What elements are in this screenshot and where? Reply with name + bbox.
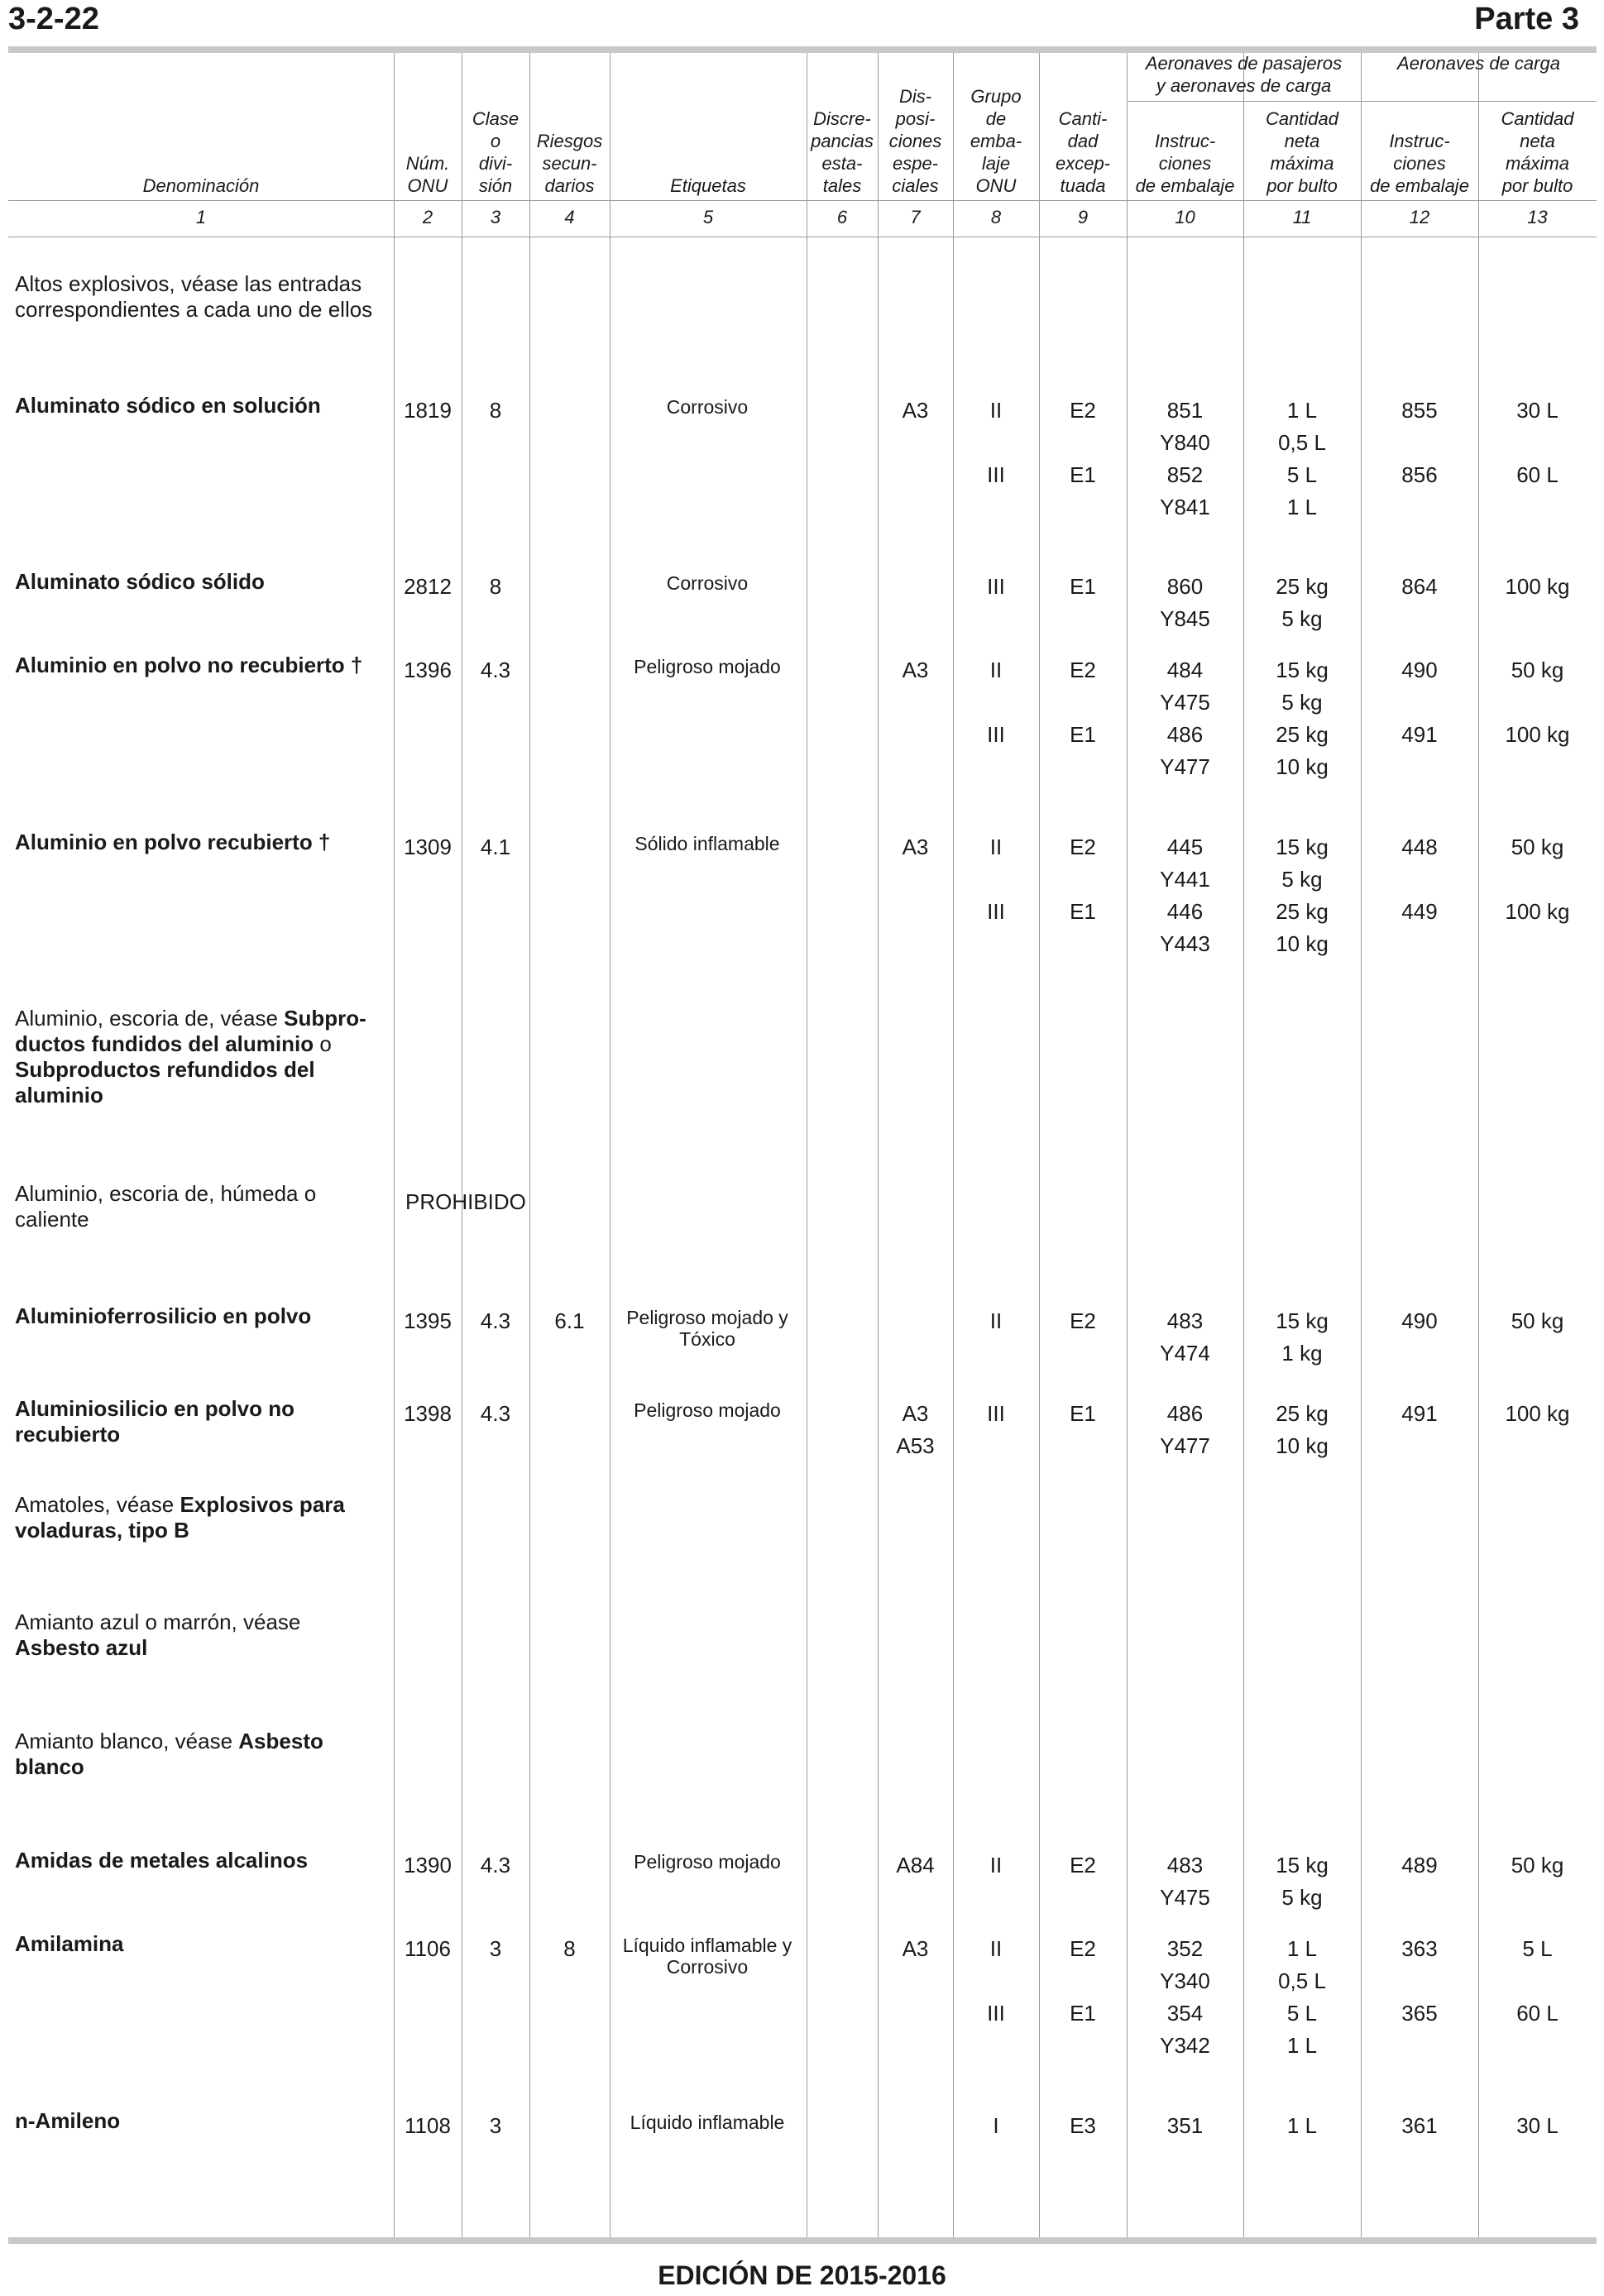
hazard-label: Líquido inflamable y Corrosivo: [622, 1935, 792, 1978]
excepted-quantity: E2: [1070, 835, 1096, 859]
max-quantity-cargo: 50 kg: [1511, 835, 1564, 859]
excepted-quantity: E1: [1070, 462, 1096, 487]
column-header-riesgos: Riesgos secun- darios: [536, 131, 603, 196]
excepted-quantity: E1: [1070, 899, 1096, 924]
class-division: 3: [489, 1936, 502, 1961]
max-quantity-cargo: 5 L: [1522, 1936, 1553, 1961]
max-quantity-passenger: 1 kg: [1281, 1341, 1323, 1366]
name-bold-text: Aluminioferrosilicio en polvo: [15, 1303, 312, 1328]
max-quantity-passenger: 25 kg: [1276, 899, 1329, 924]
max-quantity-passenger: 5 kg: [1281, 867, 1323, 892]
column-number: 2: [422, 207, 433, 227]
packing-instruction-passenger: 483: [1166, 1853, 1204, 1877]
name-bold-text: Aluminato sódico en solución: [15, 393, 321, 418]
class-division: 8: [489, 574, 502, 599]
column-divider: [1361, 53, 1362, 2237]
excepted-quantity: E1: [1070, 574, 1096, 599]
packing-group: III: [987, 2001, 1005, 2026]
un-number: 1108: [405, 2113, 451, 2138]
max-quantity-passenger: 15 kg: [1276, 1308, 1329, 1333]
packing-instruction-passenger: 486: [1166, 722, 1204, 747]
group-header-cargo: Aeronaves de carga: [1397, 53, 1560, 74]
max-quantity-passenger: 0,5 L: [1278, 1968, 1326, 1993]
max-quantity-passenger: 1 L: [1286, 1936, 1318, 1961]
packing-instruction-cargo: 864: [1401, 574, 1438, 599]
excepted-quantity: E3: [1070, 2113, 1096, 2138]
max-quantity-passenger: 15 kg: [1276, 835, 1329, 859]
packing-instruction-passenger: Y340: [1160, 1968, 1210, 1993]
column-header-grupo-embalaje: Grupo de emba- laje ONU: [970, 86, 1022, 196]
secondary-risk: 6.1: [554, 1308, 585, 1333]
name-bold-text: Subpro-ductos fundidos del aluminio: [15, 1006, 366, 1056]
row-name: [15, 1729, 391, 1780]
hazard-label: Corrosivo: [666, 396, 749, 418]
special-provisions: A3: [902, 1936, 929, 1961]
class-division: 8: [489, 398, 502, 423]
row-name: [15, 1848, 391, 1873]
name-bold-text: Aluminiosilicio en polvo no recubierto: [15, 1396, 295, 1447]
name-text: Amatoles, véase: [15, 1492, 180, 1517]
name-bold-text: Asbesto azul: [15, 1635, 148, 1660]
max-quantity-passenger: 5 kg: [1281, 606, 1323, 631]
name-bold-text: n-Amileno: [15, 2108, 121, 2133]
hazard-label: Peligroso mojado: [634, 1851, 781, 1873]
column-divider: [529, 53, 530, 2237]
column-number: 11: [1292, 207, 1312, 227]
packing-group: III: [987, 462, 1005, 487]
class-division: 4.3: [480, 1308, 511, 1333]
column-number: 4: [564, 207, 575, 227]
excepted-quantity: E2: [1070, 1308, 1096, 1333]
packing-instruction-cargo: 855: [1401, 398, 1438, 423]
packing-instruction-passenger: 446: [1166, 899, 1204, 924]
max-quantity-cargo: 60 L: [1516, 2001, 1559, 2026]
column-number: 7: [910, 207, 921, 227]
packing-instruction-passenger: Y443: [1160, 931, 1210, 956]
max-quantity-passenger: 5 kg: [1281, 690, 1323, 715]
row-name: [15, 1492, 391, 1543]
packing-group: III: [987, 1401, 1005, 1426]
packing-instruction-passenger: 860: [1166, 574, 1204, 599]
packing-instruction-passenger: 351: [1166, 2113, 1204, 2138]
max-quantity-passenger: 15 kg: [1276, 1853, 1329, 1877]
row-name: [15, 1181, 391, 1232]
packing-instruction-passenger: 483: [1166, 1308, 1204, 1333]
max-quantity-passenger: 0,5 L: [1278, 430, 1326, 455]
name-bold-text: Aluminato sódico sólido: [15, 569, 265, 594]
un-number: 1106: [405, 1936, 451, 1961]
excepted-quantity: E2: [1070, 1853, 1096, 1877]
column-header-cantidad-pasajeros: Cantidad neta máxima por bulto: [1265, 108, 1339, 196]
row-name: [15, 1396, 391, 1447]
class-division: 4.1: [480, 835, 511, 859]
row-name: [15, 1610, 391, 1661]
packing-group: II: [989, 658, 1003, 682]
packing-group: II: [989, 1936, 1003, 1961]
packing-instruction-cargo: 448: [1401, 835, 1438, 859]
column-header-num-onu: Núm. ONU: [405, 153, 450, 196]
class-division: 3: [489, 2113, 502, 2138]
max-quantity-cargo: 30 L: [1516, 398, 1559, 423]
max-quantity-cargo: 30 L: [1516, 2113, 1559, 2138]
packing-instruction-passenger: Y845: [1160, 606, 1210, 631]
max-quantity-passenger: 25 kg: [1276, 1401, 1329, 1426]
column-number: 5: [702, 207, 714, 227]
name-text: Amianto azul o marrón, véase: [15, 1610, 301, 1634]
row-name: [15, 393, 391, 419]
un-number: 1395: [404, 1308, 452, 1333]
excepted-quantity: E2: [1070, 1936, 1096, 1961]
class-division: 4.3: [480, 1401, 511, 1426]
hazard-label: Peligroso mojado y Tóxico: [626, 1307, 788, 1350]
column-number: 3: [490, 207, 501, 227]
packing-instruction-passenger: Y477: [1160, 754, 1210, 779]
column-number: 1: [195, 207, 207, 227]
column-header-etiquetas: Etiquetas: [670, 175, 746, 196]
row-name: [15, 2108, 391, 2134]
special-provisions: A84: [896, 1853, 935, 1877]
column-number: 8: [990, 207, 1002, 227]
max-quantity-passenger: 25 kg: [1276, 574, 1329, 599]
max-quantity-passenger: 5 L: [1286, 462, 1318, 487]
un-number: 1819: [404, 398, 452, 423]
column-number: 10: [1175, 207, 1195, 227]
name-text: Aluminio, escoria de, húmeda o caliente: [15, 1181, 317, 1232]
column-number: 12: [1409, 207, 1430, 227]
name-bold-text: Aluminio en polvo recubierto †: [15, 830, 331, 854]
excepted-quantity: E1: [1070, 2001, 1096, 2026]
packing-instruction-passenger: Y474: [1160, 1341, 1210, 1366]
packing-instruction-cargo: 363: [1401, 1936, 1438, 1961]
column-divider: [878, 53, 879, 2237]
max-quantity-cargo: 60 L: [1516, 462, 1559, 487]
hazard-label: Peligroso mojado: [634, 656, 781, 677]
special-provisions: A3: [902, 658, 929, 682]
special-provisions: A3 A53: [896, 1401, 935, 1458]
secondary-risk: 8: [563, 1936, 576, 1961]
column-number: 9: [1077, 207, 1089, 227]
group-header-divider: [1127, 101, 1597, 102]
name-bold-text: Subproductos refundidos del aluminio: [15, 1057, 315, 1107]
max-quantity-passenger: 25 kg: [1276, 722, 1329, 747]
packing-instruction-cargo: 361: [1401, 2113, 1438, 2138]
column-header-instrucciones-carga: Instruc- ciones de embalaje: [1370, 131, 1469, 196]
excepted-quantity: E2: [1070, 398, 1096, 423]
name-text: Amianto blanco, véase: [15, 1729, 239, 1753]
name-bold-text: Asbesto blanco: [15, 1729, 323, 1779]
packing-instruction-passenger: 852: [1166, 462, 1204, 487]
max-quantity-cargo: 50 kg: [1511, 1308, 1564, 1333]
max-quantity-cargo: 100 kg: [1505, 899, 1570, 924]
row-name: [15, 1931, 391, 1957]
row-name: [15, 271, 391, 323]
max-quantity-cargo: 100 kg: [1505, 722, 1570, 747]
packing-group: III: [987, 899, 1005, 924]
hazard-label: Corrosivo: [666, 572, 749, 594]
packing-instruction-passenger: 486: [1166, 1401, 1204, 1426]
hazard-label: Peligroso mojado: [634, 1399, 781, 1421]
column-header-discrepancias: Discre- pancias esta- tales: [811, 108, 874, 196]
packing-instruction-passenger: Y475: [1160, 1885, 1210, 1910]
special-provisions: A3: [902, 835, 929, 859]
name-text: Altos explosivos, véase las entradas correspondientes a cada uno de ellos: [15, 271, 373, 322]
column-header-denominacion: Denominación: [142, 175, 260, 196]
max-quantity-passenger: 1 L: [1286, 398, 1318, 423]
column-divider: [1478, 53, 1479, 2237]
packing-instruction-cargo: 491: [1401, 722, 1438, 747]
un-number: 1309: [404, 835, 452, 859]
packing-instruction-cargo: 491: [1401, 1401, 1438, 1426]
header-divider: [8, 200, 1597, 201]
page-number: 3-2-22: [8, 2, 99, 36]
max-quantity-passenger: 5 kg: [1281, 1885, 1323, 1910]
column-header-disposiciones: Dis- posi- ciones espe- ciales: [888, 86, 942, 196]
packing-instruction-cargo: 490: [1401, 658, 1438, 682]
row-name: [15, 1303, 391, 1329]
hazard-label: Líquido inflamable: [630, 2112, 785, 2133]
column-divider: [1039, 53, 1040, 2237]
packing-group: II: [989, 1308, 1003, 1333]
max-quantity-cargo: 100 kg: [1505, 1401, 1570, 1426]
max-quantity-passenger: 1 L: [1286, 2113, 1318, 2138]
group-header-passenger: Aeronaves de pasajeros y aeronaves de carga: [1145, 53, 1343, 96]
row-name: [15, 569, 391, 595]
packing-group: III: [987, 574, 1005, 599]
forbidden-marker: PROHIBIDO: [405, 1189, 526, 1214]
un-number: 1396: [404, 658, 452, 682]
column-divider: [953, 53, 954, 2237]
column-header-cantidad-carga: Cantidad neta máxima por bulto: [1501, 108, 1574, 196]
packing-instruction-passenger: Y841: [1160, 495, 1210, 519]
excepted-quantity: E1: [1070, 1401, 1096, 1426]
name-text: Aluminio, escoria de, véase: [15, 1006, 285, 1031]
excepted-quantity: E1: [1070, 722, 1096, 747]
max-quantity-passenger: 15 kg: [1276, 658, 1329, 682]
column-number: 6: [836, 207, 848, 227]
column-header-instrucciones-pasajeros: Instruc- ciones de embalaje: [1135, 131, 1235, 196]
column-header-cantidad-exceptuada: Canti- dad excep- tuada: [1055, 108, 1111, 196]
name-bold-text: Explosivos para voladuras, tipo B: [15, 1492, 345, 1543]
packing-group: II: [989, 1853, 1003, 1877]
name-text: o: [314, 1031, 332, 1056]
un-number: 1398: [404, 1401, 452, 1426]
packing-group: II: [989, 398, 1003, 423]
packing-instruction-passenger: Y475: [1160, 690, 1210, 715]
packing-instruction-cargo: 489: [1401, 1853, 1438, 1877]
max-quantity-cargo: 100 kg: [1505, 574, 1570, 599]
un-number: 2812: [404, 574, 452, 599]
column-divider: [394, 53, 395, 2237]
packing-instruction-passenger: 484: [1166, 658, 1204, 682]
packing-instruction-passenger: Y840: [1160, 430, 1210, 455]
hazard-label: Sólido inflamable: [634, 833, 780, 854]
class-division: 4.3: [480, 1853, 511, 1877]
column-number: 13: [1527, 207, 1548, 227]
packing-instruction-passenger: 354: [1166, 2001, 1204, 2026]
max-quantity-passenger: 5 L: [1286, 2001, 1318, 2026]
max-quantity-cargo: 50 kg: [1511, 1853, 1564, 1877]
packing-instruction-passenger: 445: [1166, 835, 1204, 859]
packing-instruction-cargo: 490: [1401, 1308, 1438, 1333]
packing-instruction-cargo: 365: [1401, 2001, 1438, 2026]
packing-group: III: [987, 722, 1005, 747]
name-bold-text: Aluminio en polvo no recubierto †: [15, 653, 363, 677]
max-quantity-cargo: 50 kg: [1511, 658, 1564, 682]
packing-instruction-passenger: Y342: [1160, 2033, 1210, 2058]
excepted-quantity: E2: [1070, 658, 1096, 682]
max-quantity-passenger: 10 kg: [1276, 754, 1329, 779]
name-bold-text: Amidas de metales alcalinos: [15, 1848, 309, 1873]
row-name: [15, 1006, 391, 1108]
max-quantity-passenger: 10 kg: [1276, 931, 1329, 956]
packing-instruction-cargo: 856: [1401, 462, 1438, 487]
packing-instruction-passenger: Y441: [1160, 867, 1210, 892]
packing-instruction-passenger: 851: [1166, 398, 1204, 423]
column-header-clase: Clase o divi- sión: [472, 108, 520, 196]
max-quantity-passenger: 10 kg: [1276, 1433, 1329, 1458]
row-name: [15, 653, 391, 678]
packing-instruction-passenger: Y477: [1160, 1433, 1210, 1458]
packing-instruction-cargo: 449: [1401, 899, 1438, 924]
edition-footer: EDICIÓN DE 2015-2016: [658, 2260, 946, 2290]
packing-instruction-passenger: 352: [1166, 1936, 1204, 1961]
name-bold-text: Amilamina: [15, 1931, 124, 1956]
row-name: [15, 830, 391, 855]
max-quantity-passenger: 1 L: [1286, 2033, 1318, 2058]
bottom-rule: [8, 2237, 1597, 2244]
max-quantity-passenger: 1 L: [1286, 495, 1318, 519]
un-number: 1390: [404, 1853, 452, 1877]
class-division: 4.3: [480, 658, 511, 682]
packing-group: II: [989, 835, 1003, 859]
special-provisions: A3: [902, 398, 929, 423]
part-label: Parte 3: [1474, 2, 1579, 36]
packing-group: I: [993, 2113, 999, 2138]
